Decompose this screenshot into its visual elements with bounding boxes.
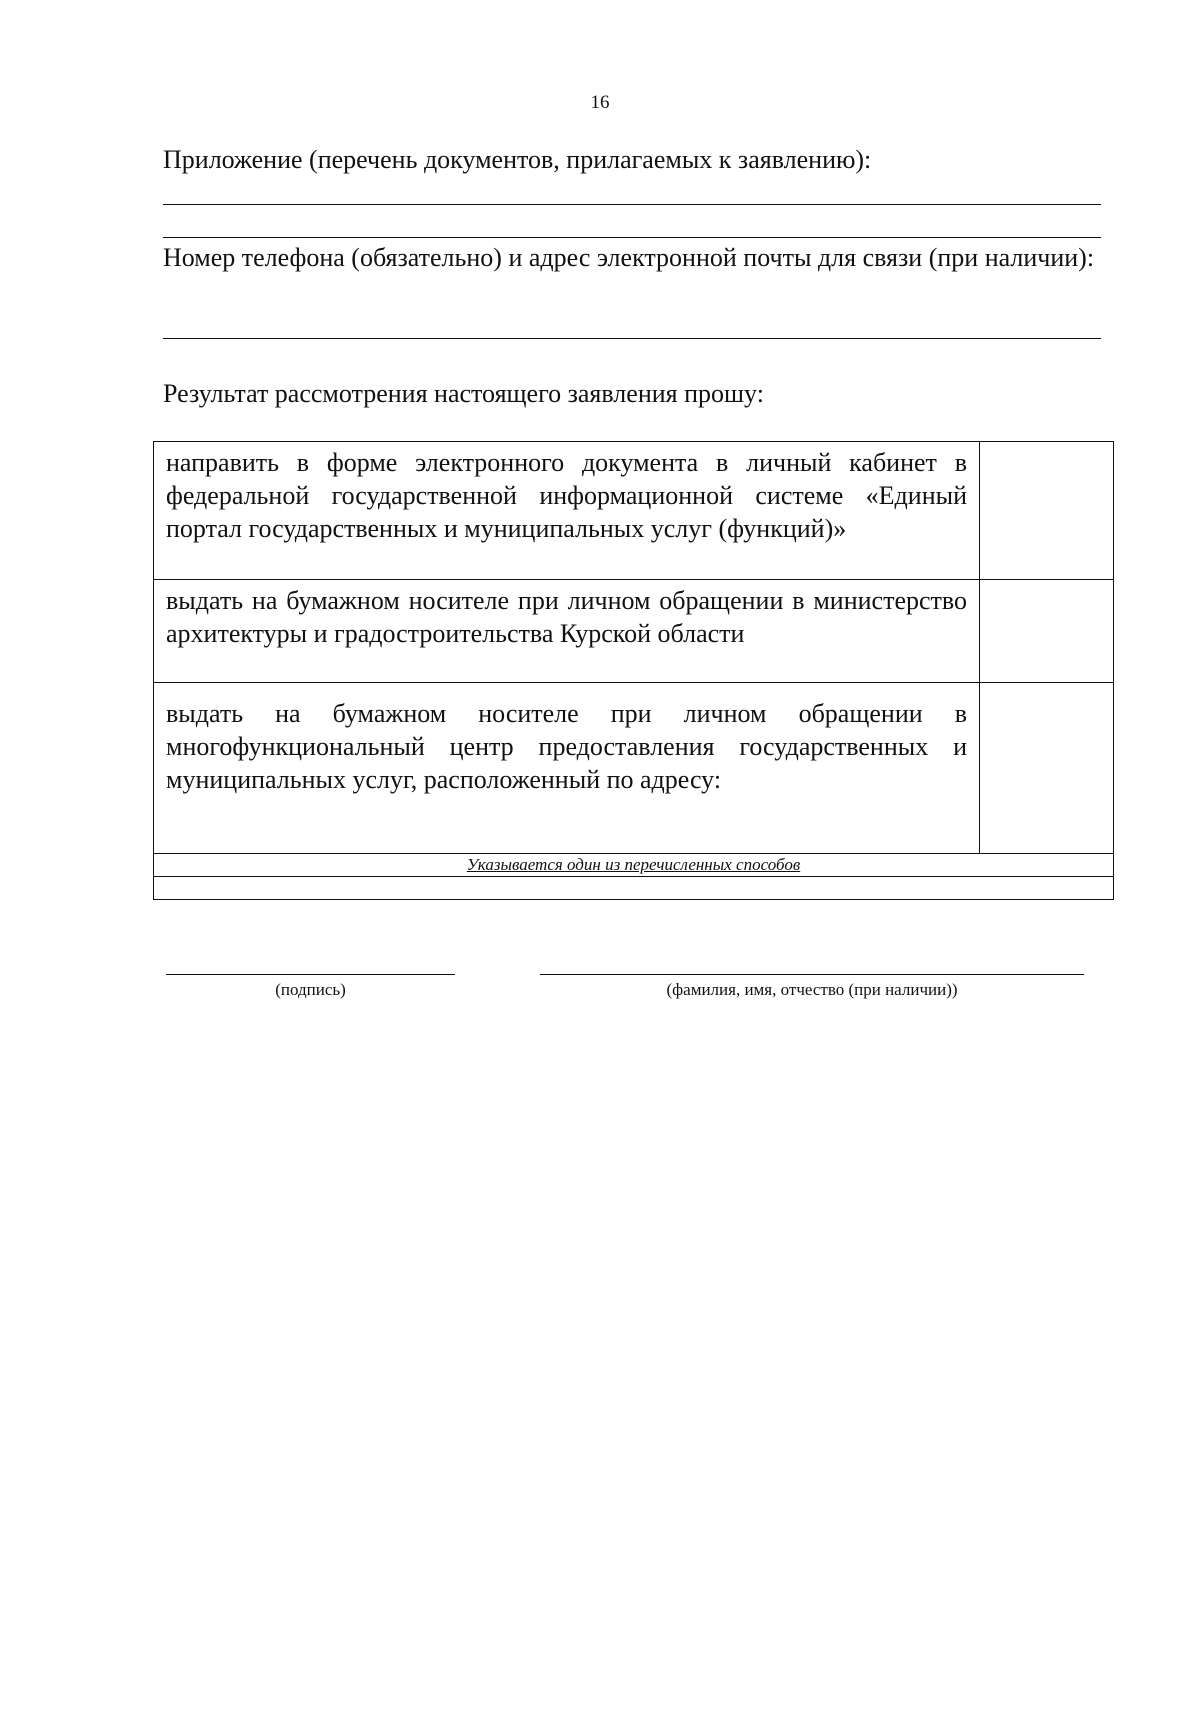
option-text: выдать на бумажном носителе при личном обращении в министерство архитектуры и градостроительства Курской области: [154, 580, 980, 683]
blank-row: [154, 877, 1114, 900]
option-checkbox-cell[interactable]: [980, 683, 1114, 854]
blank-cell: [154, 877, 1114, 900]
option-text: направить в форме электронного документа в личный кабинет в федеральной государственной информационной системе «Единый портал государственных и муниципальных услуг (функций)»: [154, 442, 980, 580]
option-checkbox-cell[interactable]: [980, 442, 1114, 580]
attachments-line-1: [163, 204, 1101, 205]
option-row: [154, 580, 1114, 683]
option-text: выдать на бумажном носителе при личном обращении в многофункциональный центр предоставления государственных и муниципальных услуг, расположенный по адресу:: [154, 683, 980, 854]
note-row: [154, 854, 1114, 877]
contact-line: [163, 338, 1101, 339]
contact-label: Номер телефона (обязательно) и адрес электронной почты для связи (при наличии):: [163, 243, 1095, 272]
name-line: [540, 974, 1084, 975]
delivery-options-table: [153, 441, 1114, 900]
page-number: 16: [590, 92, 610, 113]
result-label: Результат рассмотрения настоящего заявления прошу:: [163, 379, 764, 408]
note-text: Указывается один из перечисленных способов: [466, 855, 801, 874]
signature-line: [166, 974, 455, 975]
signature-label: (подпись): [275, 980, 346, 999]
attachments-label: Приложение (перечень документов, прилагаемых к заявлению):: [163, 145, 872, 174]
attachments-line-2: [163, 237, 1101, 238]
option-row: [154, 683, 1114, 854]
option-row: [154, 442, 1114, 580]
name-label: (фамилия, имя, отчество (при наличии)): [666, 980, 958, 999]
option-checkbox-cell[interactable]: [980, 580, 1114, 683]
